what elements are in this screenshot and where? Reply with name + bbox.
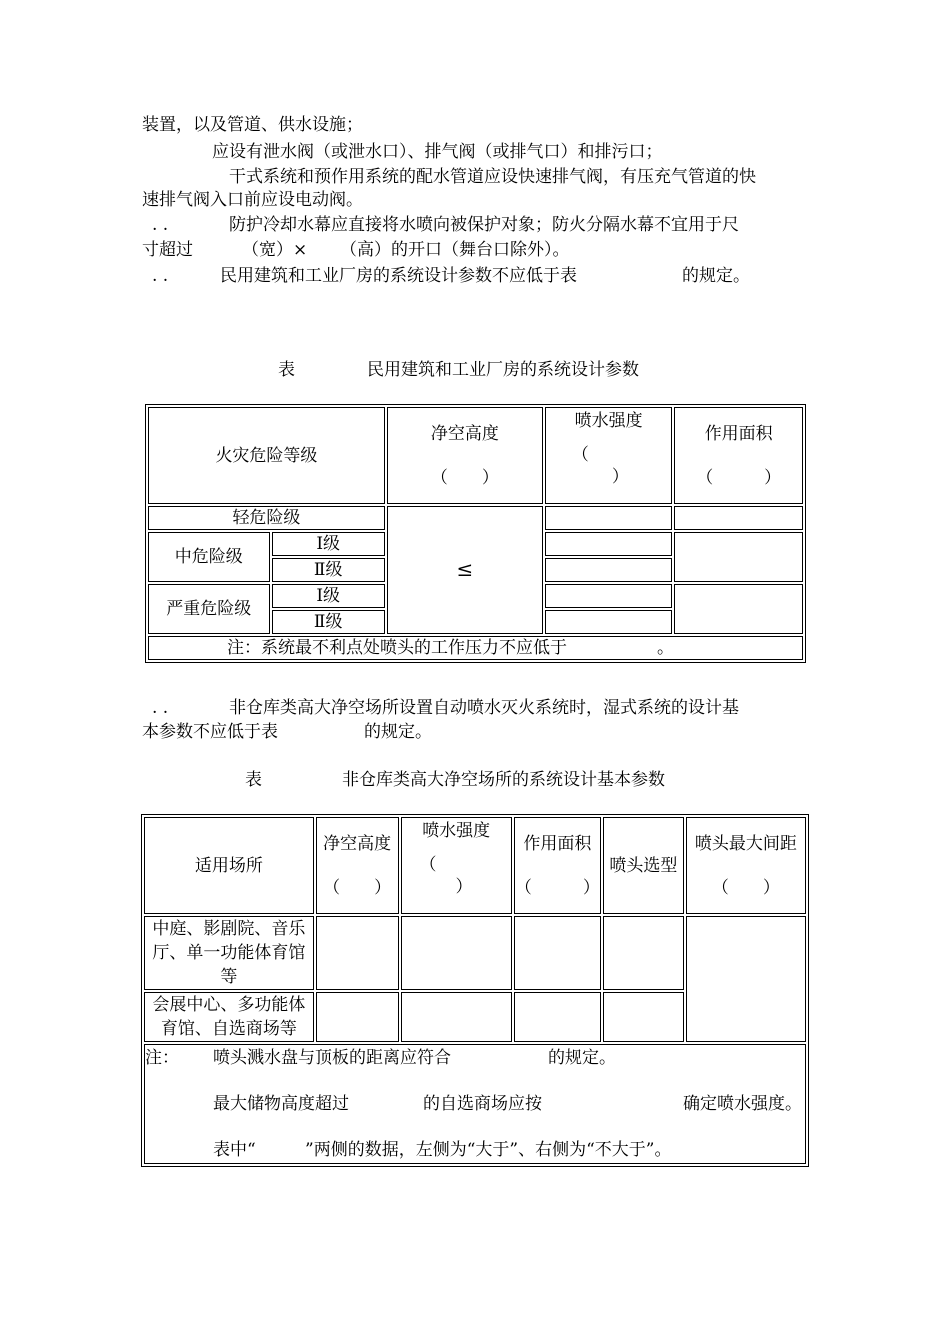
header-spray-intensity: 喷水强度 （ ） — [401, 817, 512, 914]
header-place: 适用场所 — [144, 817, 314, 914]
table1 — [145, 404, 806, 663]
paragraph-line: 防护冷却水幕应直接将水喷向被保护对象；防火分隔水幕不宜用于尺 — [229, 215, 739, 235]
paragraph-line: 干式系统和预作用系统的配水管道应设快速排气阀，有压充气管道的快 — [229, 167, 756, 187]
area-cell — [514, 992, 601, 1042]
severe-hazard-label: 严重危险级 — [148, 584, 270, 634]
place-label: 会展中心、多功能体育馆、自选商场等 — [144, 992, 314, 1042]
clause-number: . . — [152, 266, 169, 286]
type-cell — [603, 916, 684, 990]
medium-hazard-label: 中危险级 — [148, 532, 270, 582]
grade-label: Ⅱ级 — [272, 558, 385, 582]
spacing-cell — [686, 916, 806, 1042]
intensity-cell — [545, 532, 673, 556]
intensity-cell — [401, 916, 512, 990]
table-row — [148, 407, 803, 504]
table-row — [144, 916, 806, 990]
paragraph-line: 速排气阀入口前应设电动阀。 — [142, 190, 363, 210]
height-cell — [316, 992, 399, 1042]
paragraph-line: 的规定。 — [682, 266, 750, 286]
intensity-cell — [545, 584, 673, 608]
type-cell — [603, 992, 684, 1042]
table2-note: 注： 喷头溅水盘与顶板的距离应符合 的规定。 最大储物高度超过 的自选商场应按 确定喷水强度。 表中“ ”两侧的数据，左侧为“大于”、右侧为“不大于”。 — [144, 1044, 806, 1164]
table-row — [144, 1044, 806, 1164]
header-clear-height: 净空高度 （ ） — [387, 407, 543, 504]
area-cell — [674, 584, 803, 634]
table-row — [148, 636, 803, 660]
paragraph-line: 装置，以及管道、供水设施； — [142, 115, 363, 135]
intensity-cell — [545, 558, 673, 582]
paragraph-line: （高）的开口（舞台口除外）。 — [340, 240, 570, 260]
table2-caption-prefix: 表 — [245, 770, 262, 790]
clause-number: . . — [152, 215, 169, 235]
table2-caption: 非仓库类高大净空场所的系统设计基本参数 — [342, 770, 665, 790]
area-cell — [674, 506, 803, 530]
grade-label: Ⅰ级 — [272, 532, 385, 556]
header-sprinkler-type: 喷头选型 — [603, 817, 684, 914]
paragraph-line: 的规定。 — [364, 722, 432, 742]
paragraph-line: 本参数不应低于表 — [142, 722, 278, 742]
grade-label: Ⅰ级 — [272, 584, 385, 608]
table1-note: 注：系统最不利点处喷头的工作压力不应低于 。 — [148, 636, 803, 660]
height-value-cell: ≤ — [387, 506, 543, 634]
intensity-cell — [401, 992, 512, 1042]
paragraph-line: 非仓库类高大净空场所设置自动喷水灭火系统时，湿式系统的设计基 — [229, 698, 739, 718]
header-action-area: 作用面积 （ ） — [514, 817, 601, 914]
paragraph-line: 寸超过 — [142, 240, 193, 260]
height-cell — [316, 916, 399, 990]
clause-number: . . — [152, 698, 169, 718]
header-clear-height: 净空高度 （ ） — [316, 817, 399, 914]
header-spray-intensity: 喷水强度 （ ） — [545, 407, 673, 504]
header-max-spacing: 喷头最大间距 （ ） — [686, 817, 806, 914]
light-hazard-label: 轻危险级 — [148, 506, 385, 530]
intensity-cell — [545, 506, 673, 530]
header-fire-level: 火灾危险等级 — [148, 407, 385, 504]
paragraph-line: （宽）× — [242, 240, 308, 260]
area-cell — [514, 916, 601, 990]
table1-caption: 民用建筑和工业厂房的系统设计参数 — [367, 360, 639, 380]
header-action-area: 作用面积 （ ） — [674, 407, 803, 504]
area-cell — [674, 532, 803, 582]
intensity-cell — [545, 610, 673, 634]
table1-caption-prefix: 表 — [278, 360, 295, 380]
table2 — [141, 814, 809, 1167]
grade-label: Ⅱ级 — [272, 610, 385, 634]
place-label: 中庭、影剧院、音乐厅、单一功能体育馆等 — [144, 916, 314, 990]
table-row — [144, 817, 806, 914]
paragraph-line: 民用建筑和工业厂房的系统设计参数不应低于表 — [220, 266, 577, 286]
paragraph-line: 应设有泄水阀（或泄水口）、排气阀（或排气口）和排污口； — [212, 142, 663, 162]
table-row — [148, 506, 803, 530]
